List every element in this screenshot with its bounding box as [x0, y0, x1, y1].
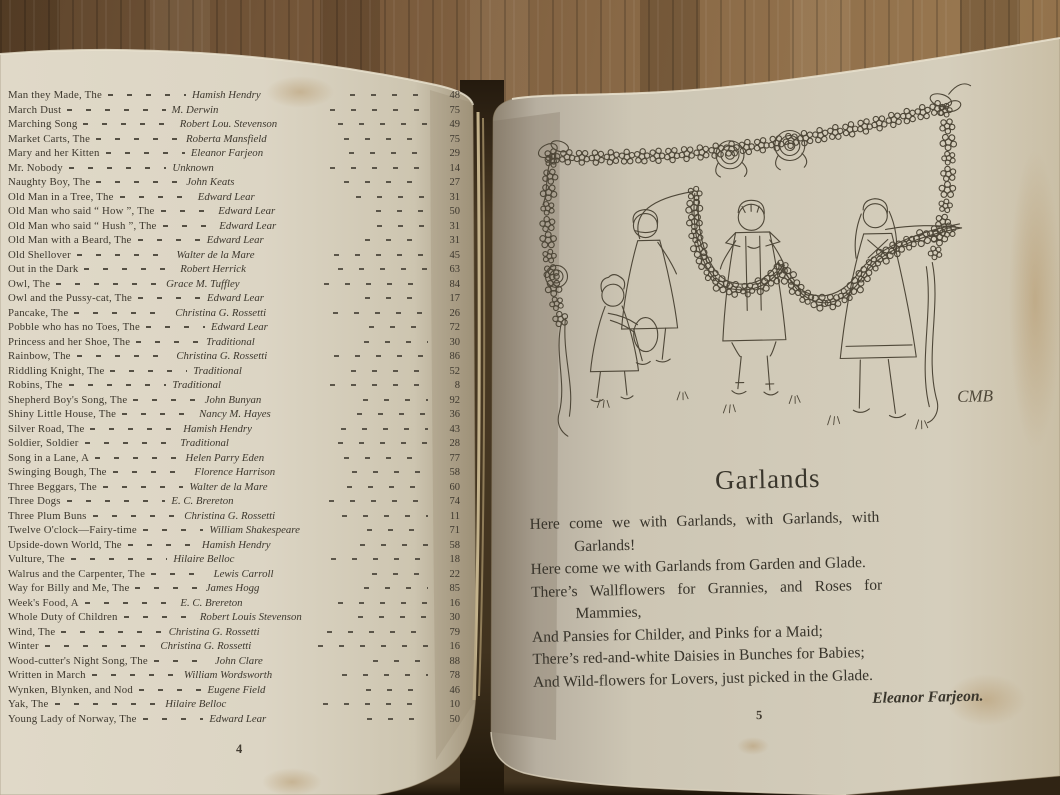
leader-dashes	[373, 660, 428, 662]
leader-dashes	[77, 254, 171, 256]
leader-dashes	[324, 283, 428, 285]
poem-line: And Pansies for Childer, and Pinks for a Maid;	[531, 622, 823, 646]
index-author: Edward Lear	[197, 190, 255, 203]
leader-dashes	[161, 210, 213, 212]
index-title: March Dust	[8, 103, 62, 116]
poem-line: And Wild-flowers for Lovers, just picked in the Glade.	[532, 666, 874, 691]
index-title: Man they Made, The	[8, 89, 102, 101]
leader-dashes	[55, 703, 160, 705]
index-page-number: 45	[449, 249, 460, 261]
index-row	[8, 204, 460, 219]
index-title: Whole Duty of Children	[8, 611, 118, 623]
leader-dashes	[90, 428, 177, 430]
index-page-number: 92	[449, 394, 460, 406]
right-page-content	[520, 55, 1024, 715]
leader-dashes	[85, 442, 175, 444]
index-row	[8, 320, 460, 335]
leader-dashes	[135, 587, 199, 589]
index-author: Roberta Mansfield	[186, 132, 267, 145]
index-author: E. C. Brereton	[180, 596, 243, 609]
index-page-number: 26	[449, 307, 461, 319]
leader-dashes	[331, 558, 428, 560]
index-row	[8, 132, 460, 147]
leader-dashes	[334, 254, 428, 256]
index-author: Robert Louis Stevenson	[199, 611, 302, 623]
index-page-number: 60	[449, 481, 460, 493]
index-title: Mr. Nobody	[8, 161, 63, 174]
index-page-number: 28	[449, 438, 461, 449]
index-row	[8, 233, 460, 248]
index-title: Old Man in a Tree, The	[8, 190, 114, 203]
index-title: Vulture, The	[8, 553, 65, 565]
leader-dashes	[327, 631, 428, 633]
leader-dashes	[108, 94, 186, 96]
index-page-number: 10	[449, 699, 460, 710]
index-page-number: 50	[449, 713, 460, 725]
index-row	[8, 494, 460, 509]
index-row	[8, 451, 460, 466]
index-author: Traditional	[172, 379, 222, 391]
index-page-number: 36	[449, 409, 461, 420]
index-page-number: 58	[449, 539, 461, 551]
index-title: Walrus and the Carpenter, The	[8, 567, 146, 580]
index-row	[8, 146, 460, 161]
index-author: Hamish Hendry	[191, 89, 261, 101]
index-author: Grace M. Tuffley	[166, 277, 240, 290]
index-page-number: 74	[449, 496, 461, 507]
leader-dashes	[143, 529, 204, 531]
toddler-girl	[588, 274, 659, 402]
index-row	[8, 581, 460, 596]
garland-children-illustration	[520, 55, 1008, 465]
index-title: Old Man with a Beard, The	[8, 234, 132, 246]
index-list	[8, 88, 460, 726]
leader-dashes	[96, 138, 180, 140]
index-author: Christina G. Rossetti	[184, 509, 276, 522]
index-page-number: 86	[449, 351, 460, 362]
index-title: Way for Billy and Me, The	[8, 582, 130, 594]
index-row	[8, 277, 460, 292]
index-title: Twelve O'clock—Fairy-time	[8, 524, 137, 536]
leader-dashes	[122, 413, 193, 415]
index-row	[8, 291, 460, 306]
leader-dashes	[344, 457, 428, 459]
index-row	[8, 422, 460, 437]
index-row	[8, 335, 460, 350]
poem-line: There’s red-and-white Daisies in Bunches for Babies;	[532, 644, 865, 668]
left-page-number: 4	[236, 742, 243, 756]
index-page-number: 27	[449, 177, 460, 188]
index-title: Owl, The	[8, 277, 51, 290]
index-page-number: 77	[449, 452, 461, 464]
grass-tufts	[597, 387, 928, 436]
leader-dashes	[334, 355, 428, 357]
index-author: Edward Lear	[209, 712, 267, 725]
leader-dashes	[349, 152, 428, 154]
index-title: Mary and her Kitten	[8, 147, 100, 159]
index-row	[8, 88, 460, 103]
index-page-number: 85	[449, 583, 461, 594]
index-page-number: 31	[449, 191, 461, 203]
index-page-number: 52	[449, 365, 461, 377]
index-page-number: 22	[449, 568, 460, 580]
leader-dashes	[71, 558, 168, 560]
leader-dashes	[367, 529, 428, 531]
leader-dashes	[45, 645, 155, 647]
garland-flowers	[537, 100, 960, 327]
index-row	[8, 683, 460, 698]
index-title: Princess and her Shoe, The	[8, 335, 131, 348]
index-row	[8, 697, 460, 712]
index-row	[8, 262, 460, 277]
index-page-number: 78	[449, 670, 460, 681]
index-row	[8, 248, 460, 263]
poem-line: There’s Wallflowers for Grannies, and Roses for	[530, 576, 883, 601]
index-author: Nancy M. Hayes	[199, 408, 271, 420]
artist-monogram: CMB	[956, 386, 994, 407]
index-row	[8, 523, 460, 538]
leader-dashes	[103, 486, 184, 488]
leader-dashes	[365, 297, 428, 299]
index-title: Young Lady of Norway, The	[8, 712, 137, 725]
index-row	[8, 117, 460, 132]
index-author: Christina G. Rossetti	[175, 306, 267, 319]
index-author: John Clare	[214, 654, 263, 667]
index-title: Market Carts, The	[8, 132, 91, 145]
leader-dashes	[120, 196, 192, 198]
leader-dashes	[61, 631, 162, 633]
index-author: M. Derwin	[171, 103, 219, 116]
index-author: Traditional	[193, 364, 242, 377]
index-title: Three Plum Buns	[8, 509, 87, 522]
index-author: Hamish Hendry	[183, 422, 252, 435]
index-row	[8, 103, 460, 118]
leader-dashes	[351, 370, 428, 372]
leader-dashes	[95, 457, 179, 459]
index-page-number: 30	[449, 612, 460, 623]
index-row	[8, 596, 460, 611]
leader-dashes	[338, 442, 428, 444]
leader-dashes	[364, 341, 428, 343]
leader-dashes	[341, 428, 428, 430]
leader-dashes	[136, 341, 200, 343]
index-author: Edward Lear	[219, 219, 277, 232]
leader-dashes	[342, 674, 428, 676]
leader-dashes	[67, 109, 165, 111]
index-title: Riddling Knight, The	[8, 364, 105, 377]
index-page-number: 48	[449, 90, 461, 101]
right-page-number: 5	[755, 707, 763, 723]
index-title: Shiny Little House, The	[8, 408, 117, 420]
index-author: Unknown	[172, 161, 214, 174]
leader-dashes	[364, 587, 428, 589]
index-page-number: 31	[449, 220, 461, 232]
index-row	[8, 567, 460, 582]
index-row	[8, 654, 460, 669]
index-page-number: 58	[449, 467, 460, 478]
leader-dashes	[93, 515, 179, 517]
index-page-number: 63	[449, 264, 460, 275]
ribbon-bow-left	[536, 138, 571, 204]
index-page-number: 14	[449, 162, 461, 174]
leader-dashes	[342, 515, 428, 517]
index-row	[8, 306, 460, 321]
index-author: Hilaire Belloc	[165, 698, 227, 710]
index-row	[8, 349, 460, 364]
leader-dashes	[143, 718, 204, 720]
leader-dashes	[113, 471, 189, 473]
index-title: Yak, The	[8, 698, 49, 710]
index-author: Eugene Field	[207, 683, 266, 696]
poem-author: Eleanor Farjeon.	[872, 687, 984, 707]
leader-dashes	[124, 616, 194, 618]
leader-dashes	[56, 283, 160, 285]
index-author: Helen Parry Eden	[185, 451, 265, 464]
index-row	[8, 175, 460, 190]
poem-line: Mammies,	[575, 603, 642, 623]
index-title: Shepherd Boy's Song, The	[8, 393, 128, 406]
index-author: John Keats	[186, 176, 235, 188]
index-author: William Shakespeare	[209, 524, 300, 536]
index-row	[8, 190, 460, 205]
leader-dashes	[357, 413, 428, 415]
index-row	[8, 219, 460, 234]
index-author: E. C. Brereton	[171, 495, 234, 507]
index-title: Upside-down World, The	[8, 538, 122, 551]
index-page-number: 84	[449, 278, 460, 290]
leader-dashes	[330, 384, 428, 386]
leader-dashes	[330, 167, 428, 169]
leader-dashes	[372, 573, 428, 575]
index-title: Old Shellover	[8, 248, 71, 261]
leader-dashes	[138, 297, 201, 299]
index-page-number: 18	[449, 554, 461, 565]
leader-dashes	[377, 225, 428, 227]
leader-dashes	[110, 370, 187, 372]
leader-dashes	[344, 181, 428, 183]
index-page-number: 50	[449, 206, 461, 217]
foxing-stain	[262, 768, 322, 795]
leader-dashes	[106, 152, 185, 154]
index-row	[8, 364, 460, 379]
index-title: Rainbow, The	[8, 350, 71, 362]
index-title: Soldier, Soldier	[8, 437, 79, 449]
index-page-number: 17	[449, 293, 461, 304]
poem-title: Garlands	[714, 462, 821, 496]
leader-dashes	[92, 674, 178, 676]
index-page-number: 16	[449, 641, 460, 652]
leader-dashes	[367, 718, 428, 720]
index-author: Hilaire Belloc	[173, 553, 235, 565]
index-title: Robins, The	[8, 379, 63, 391]
index-row	[8, 407, 460, 422]
ribbon-tail-left	[565, 318, 572, 416]
leader-dashes	[318, 645, 428, 647]
index-title: Owl and the Pussy-cat, The	[8, 292, 133, 304]
index-row	[8, 393, 460, 408]
index-page-number: 11	[449, 510, 461, 522]
ribbon-tail-right	[923, 267, 931, 407]
index-row	[8, 161, 460, 176]
index-row	[8, 465, 460, 480]
leader-dashes	[344, 138, 428, 140]
index-row	[8, 378, 460, 393]
poem-line: Garlands!	[573, 536, 636, 555]
leader-dashes	[77, 355, 171, 357]
index-author: Walter de la Mare	[176, 248, 255, 261]
boy-in-smock	[719, 200, 787, 396]
index-page-number: 46	[449, 684, 460, 696]
index-page-number: 71	[449, 525, 461, 536]
index-author: Christina G. Rossetti	[168, 625, 260, 638]
leader-dashes	[128, 544, 196, 546]
leader-dashes	[366, 689, 429, 691]
leader-dashes	[376, 210, 428, 212]
leader-dashes	[347, 486, 428, 488]
index-page-number: 8	[454, 380, 461, 391]
leader-dashes	[133, 399, 198, 401]
index-row	[8, 480, 460, 495]
index-title: Old Man who said “ How ”, The	[8, 205, 155, 217]
poem	[529, 459, 1012, 715]
index-title: Pancake, The	[8, 306, 69, 319]
leader-dashes	[146, 326, 205, 328]
index-page-number: 75	[449, 104, 460, 116]
index-title: Written in March	[8, 669, 86, 681]
ribbon-tail-left	[556, 322, 568, 436]
index-title: Old Man who said “ Hush ”, The	[8, 219, 157, 232]
index-page-number: 72	[449, 322, 460, 333]
leader-dashes	[85, 602, 175, 604]
index-title: Week's Food, A	[8, 596, 79, 609]
leader-dashes	[154, 660, 209, 662]
index-page-number: 30	[449, 336, 460, 348]
foxing-stain	[737, 737, 769, 755]
index-row	[8, 436, 460, 451]
leader-dashes	[329, 500, 428, 502]
leader-dashes	[338, 602, 428, 604]
leader-dashes	[84, 268, 174, 270]
index-page-number: 29	[449, 148, 460, 159]
leader-dashes	[333, 312, 428, 314]
index-author: Robert Herrick	[180, 263, 246, 275]
index-title: Wynken, Blynken, and Nod	[8, 683, 133, 696]
leader-dashes	[365, 239, 428, 241]
index-author: John Bunyan	[204, 393, 262, 406]
index-title: Silver Road, The	[8, 422, 85, 435]
leader-dashes	[69, 167, 167, 169]
leader-dashes	[151, 573, 207, 575]
index-title: Swinging Bough, The	[8, 466, 107, 478]
index-page-number: 88	[449, 655, 461, 667]
index-page-number: 31	[449, 235, 461, 246]
leader-dashes	[363, 399, 428, 401]
leader-dashes	[69, 384, 167, 386]
leader-dashes	[338, 268, 428, 270]
index-title: Out in the Dark	[8, 263, 79, 275]
index-author: Christina G. Rossetti	[176, 350, 268, 362]
index-page-number: 16	[449, 597, 461, 609]
index-author: Lewis Carroll	[213, 567, 274, 580]
leader-dashes	[67, 500, 166, 502]
leader-dashes	[96, 181, 180, 183]
index-row	[8, 639, 460, 654]
poem-lines	[529, 504, 1011, 694]
leader-dashes	[352, 471, 428, 473]
index-author: Edward Lear	[207, 292, 264, 304]
index-row	[8, 538, 460, 553]
leader-dashes	[360, 544, 428, 546]
index-author: Christina G. Rossetti	[160, 640, 252, 652]
leader-dashes	[350, 94, 428, 96]
leader-dashes	[369, 326, 428, 328]
leader-dashes	[338, 123, 428, 125]
index-title: Pobble who has no Toes, The	[8, 321, 140, 333]
leader-dashes	[83, 123, 173, 125]
index-page-number: 75	[449, 133, 460, 145]
index-author: James Hogg	[205, 582, 260, 594]
index-row	[8, 712, 460, 727]
index-author: Florence Harrison	[194, 466, 276, 478]
index-title: Three Dogs	[8, 495, 61, 507]
index-row	[8, 625, 460, 640]
index-page-number: 49	[449, 119, 461, 130]
index-title: Naughty Boy, The	[8, 176, 91, 188]
index-page-number: 79	[449, 626, 461, 638]
index-author: Eleanor Farjeon	[190, 147, 264, 159]
index-author: Hamish Hendry	[201, 538, 271, 551]
leader-dashes	[356, 196, 428, 198]
index-title: Winter	[8, 640, 39, 652]
leader-dashes	[163, 225, 214, 227]
leader-dashes	[330, 109, 428, 111]
index-title: Marching Song	[8, 118, 78, 130]
index-row	[8, 552, 460, 567]
index-author: William Wordsworth	[183, 669, 273, 681]
index-row	[8, 610, 460, 625]
index-row	[8, 668, 460, 683]
poem-line: Here come we with Garlands from Garden and Glade.	[530, 554, 867, 579]
index-author: Robert Lou. Stevenson	[179, 118, 278, 130]
leader-dashes	[138, 239, 201, 241]
index-title: Wood-cutter's Night Song, The	[8, 654, 148, 667]
index-title: Wind, The	[8, 625, 56, 638]
index-author: Edward Lear	[218, 205, 276, 217]
index-author: Traditional	[206, 335, 255, 348]
leader-dashes	[358, 616, 428, 618]
index-page-number: 43	[449, 423, 461, 435]
index-author: Edward Lear	[206, 234, 264, 246]
index-row	[8, 509, 460, 524]
leader-dashes	[74, 312, 169, 314]
index-title: Three Beggars, The	[8, 480, 97, 493]
leader-dashes	[139, 689, 202, 691]
index-author: Traditional	[180, 437, 229, 449]
leader-dashes	[323, 703, 428, 705]
index-title: Song in a Lane, A	[8, 451, 90, 464]
poem-line: Here come we with Garlands, with Garlands, with	[529, 508, 880, 534]
index-author: Edward Lear	[211, 321, 268, 333]
index-author: Walter de la Mare	[189, 480, 268, 493]
